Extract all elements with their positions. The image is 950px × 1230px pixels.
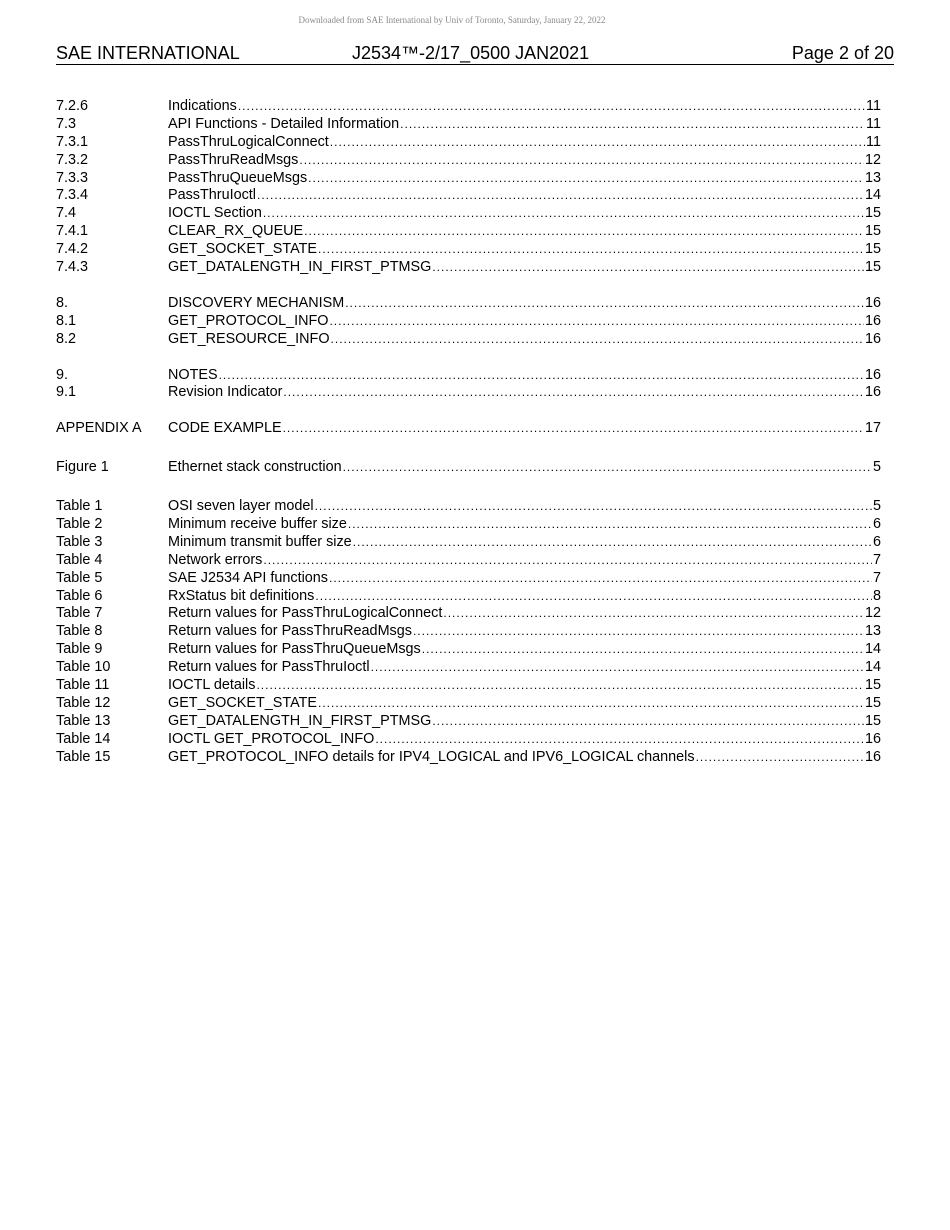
header-org: SAE INTERNATIONAL [56, 43, 240, 63]
toc-entry-title: Return values for PassThruQueueMsgs [168, 641, 421, 658]
toc-dot-leader [315, 588, 872, 606]
toc-entry-title: Indications [168, 98, 237, 114]
toc-group-appendix [56, 420, 881, 438]
toc-entry-number: Table 5 [56, 569, 103, 586]
toc-entry-number: 7.3 [56, 115, 77, 132]
download-watermark: Downloaded from SAE International by Univ of Toronto, Saturday, January 22, 2022 [298, 15, 606, 25]
toc-entry[interactable] [56, 295, 881, 313]
toc-entry-number: 7.4 [56, 205, 77, 222]
toc-entry-page: 6 [872, 516, 881, 533]
toc-entry-title: NOTES [168, 366, 218, 383]
toc-dot-leader [422, 641, 864, 659]
toc-entry-number: 7.4.3 [56, 259, 89, 276]
toc-entry-page: 15 [864, 205, 881, 222]
toc-entry-title: GET_DATALENGTH_IN_FIRST_PTMSG [168, 712, 432, 729]
toc-entry-title: Return values for PassThruReadMsgs [168, 623, 412, 640]
toc-dot-leader [330, 134, 865, 152]
toc-entry-number: Table 6 [56, 587, 103, 604]
toc-entry-number: Table 8 [56, 623, 103, 640]
toc-dot-leader [256, 677, 864, 695]
toc-entry-number: 7.4.2 [56, 241, 89, 258]
toc-entry-title: IOCTL details [168, 677, 256, 694]
toc-entry[interactable] [56, 605, 881, 623]
toc-entry-page: 15 [864, 223, 881, 240]
toc-entry-page: 16 [864, 366, 881, 383]
toc-entry-number: Table 9 [56, 641, 103, 658]
toc-entry-page: 16 [864, 312, 881, 329]
toc-entry[interactable] [56, 570, 881, 588]
toc-dot-leader [299, 152, 864, 170]
toc-entry[interactable] [56, 659, 881, 677]
toc-entry[interactable] [56, 641, 881, 659]
toc-entry-title: DISCOVERY MECHANISM [168, 294, 345, 311]
toc-entry-page: 11 [866, 133, 881, 150]
toc-entry-title: CLEAR_RX_QUEUE [168, 223, 304, 240]
toc-entry[interactable] [56, 677, 881, 695]
toc-entry-title: Return values for PassThruLogicalConnect [168, 605, 443, 622]
toc-entry-title: Ethernet stack construction [168, 459, 342, 476]
toc-entry-number: Table 7 [56, 605, 103, 622]
toc-entry-number: 9. [56, 366, 69, 383]
toc-entry[interactable] [56, 695, 881, 713]
toc-entry-page: 14 [864, 659, 881, 676]
toc-entry[interactable] [56, 498, 881, 516]
toc-entry-number: 7.2.6 [56, 98, 89, 114]
toc-dot-leader [263, 205, 864, 223]
toc-entry-number: Table 12 [56, 694, 111, 711]
toc-dot-leader [348, 516, 872, 534]
toc-entry-number: 7.3.1 [56, 133, 89, 150]
toc-entry-title: GET_PROTOCOL_INFO [168, 312, 329, 329]
toc-entry-title: PassThruIoctl [168, 187, 256, 204]
toc-entry[interactable] [56, 134, 881, 152]
toc-dot-leader [238, 98, 865, 116]
toc-entry[interactable] [56, 552, 881, 570]
toc-entry-number: APPENDIX A [56, 420, 142, 437]
toc-entry-title: Minimum transmit buffer size [168, 533, 352, 550]
toc-entry-title: IOCTL Section [168, 205, 262, 222]
toc-entry-number: Table 1 [56, 498, 103, 515]
toc-entry-page: 15 [864, 677, 881, 694]
toc-entry-page: 8 [872, 587, 881, 604]
toc-entry-page: 7 [872, 569, 881, 586]
toc-entry-page: 7 [872, 551, 881, 568]
toc-dot-leader [353, 534, 872, 552]
toc-entry[interactable] [56, 152, 881, 170]
toc-dot-leader [329, 570, 872, 588]
toc-entry-title: GET_RESOURCE_INFO [168, 330, 330, 347]
toc-entry-page: 16 [864, 730, 881, 747]
toc-dot-leader [343, 459, 872, 477]
toc-entry-title: PassThruLogicalConnect [168, 133, 329, 150]
toc-entry[interactable] [56, 731, 881, 749]
toc-entry-number: 7.3.3 [56, 169, 89, 186]
toc-entry-title: GET_DATALENGTH_IN_FIRST_PTMSG [168, 259, 432, 276]
toc-entry[interactable] [56, 241, 881, 259]
toc-entry-page: 14 [864, 641, 881, 658]
toc-entry-page: 6 [872, 533, 881, 550]
toc-entry-page: 13 [864, 169, 881, 186]
toc-entry-title: IOCTL GET_PROTOCOL_INFO [168, 730, 375, 747]
toc-entry-number: Table 14 [56, 730, 111, 747]
toc-entry[interactable] [56, 623, 881, 641]
toc-entry-title: RxStatus bit definitions [168, 587, 315, 604]
toc-dot-leader [375, 731, 864, 749]
toc-entry[interactable] [56, 516, 881, 534]
toc-entry[interactable] [56, 98, 881, 116]
toc-entry-title: CODE EXAMPLE [168, 420, 282, 437]
toc-entry-title: GET_SOCKET_STATE [168, 694, 317, 711]
toc-entry-page: 15 [864, 694, 881, 711]
toc-entry[interactable] [56, 749, 881, 767]
toc-entry-number: 7.4.1 [56, 223, 89, 240]
toc-dot-leader [308, 170, 864, 188]
toc-entry-title: PassThruQueueMsgs [168, 169, 308, 186]
toc-dot-leader [696, 749, 864, 767]
toc-dot-leader [318, 241, 864, 259]
toc-entry-page: 5 [872, 459, 881, 476]
toc-dot-leader [443, 605, 864, 623]
toc-entry-title: Return values for PassThruIoctl [168, 659, 370, 676]
toc-dot-leader [331, 331, 864, 349]
table-of-contents [56, 98, 881, 785]
toc-entry-number: Table 15 [56, 748, 111, 765]
toc-entry[interactable] [56, 259, 881, 277]
toc-group-figures [56, 459, 881, 477]
toc-entry-number: Figure 1 [56, 459, 109, 476]
toc-entry-number: 8.2 [56, 330, 77, 347]
toc-entry[interactable] [56, 420, 881, 438]
toc-entry[interactable] [56, 187, 881, 205]
toc-dot-leader [345, 295, 864, 313]
toc-entry-number: Table 13 [56, 712, 111, 729]
toc-entry-number: Table 4 [56, 551, 103, 568]
toc-entry-number: Table 11 [56, 677, 110, 694]
toc-dot-leader [318, 695, 864, 713]
toc-entry[interactable] [56, 534, 881, 552]
toc-entry-page: 12 [864, 151, 881, 168]
toc-entry-page: 16 [864, 330, 881, 347]
toc-entry[interactable] [56, 367, 881, 385]
toc-entry-title: Revision Indicator [168, 384, 283, 401]
toc-entry-title: Network errors [168, 551, 263, 568]
toc-group-section-7 [56, 98, 881, 277]
toc-entry-number: 8. [56, 294, 69, 311]
toc-entry[interactable] [56, 588, 881, 606]
toc-entry-title: API Functions - Detailed Information [168, 115, 400, 132]
toc-entry-number: 7.3.2 [56, 151, 89, 168]
toc-entry-page: 5 [872, 498, 881, 515]
toc-entry-page: 13 [864, 623, 881, 640]
toc-entry[interactable] [56, 223, 881, 241]
toc-entry-page: 17 [864, 420, 881, 437]
toc-entry-page: 11 [866, 115, 881, 132]
toc-entry-title: Minimum receive buffer size [168, 516, 347, 533]
toc-entry-page: 15 [864, 712, 881, 729]
toc-entry[interactable] [56, 313, 881, 331]
toc-entry-number: Table 2 [56, 516, 103, 533]
toc-entry-page: 15 [864, 241, 881, 258]
toc-entry-page: 16 [864, 748, 881, 765]
toc-entry[interactable] [56, 116, 881, 134]
toc-dot-leader [371, 659, 864, 677]
toc-entry-title: OSI seven layer model [168, 498, 314, 515]
toc-dot-leader [432, 713, 864, 731]
toc-dot-leader [432, 259, 864, 277]
toc-entry-title: GET_PROTOCOL_INFO details for IPV4_LOGICAL and IPV6_LOGICAL channels [168, 748, 695, 765]
toc-entry[interactable] [56, 713, 881, 731]
toc-dot-leader [413, 623, 864, 641]
toc-dot-leader [304, 223, 864, 241]
toc-entry[interactable] [56, 170, 881, 188]
toc-dot-leader [400, 116, 865, 134]
toc-entry[interactable] [56, 384, 881, 402]
toc-dot-leader [283, 384, 864, 402]
toc-dot-leader [283, 420, 864, 438]
toc-entry-page: 16 [864, 384, 881, 401]
toc-entry[interactable] [56, 205, 881, 223]
toc-dot-leader [315, 498, 872, 516]
toc-dot-leader [329, 313, 864, 331]
toc-dot-leader [263, 552, 872, 570]
toc-entry-page: 12 [864, 605, 881, 622]
page-header [56, 43, 894, 65]
toc-entry-number: 9.1 [56, 384, 77, 401]
toc-group-tables [56, 498, 881, 766]
toc-entry-number: Table 3 [56, 533, 103, 550]
toc-dot-leader [219, 367, 864, 385]
toc-entry-title: SAE J2534 API functions [168, 569, 328, 586]
header-page-number: Page 2 of 20 [791, 43, 894, 63]
toc-entry[interactable] [56, 459, 881, 477]
toc-entry-page: 14 [864, 187, 881, 204]
header-doc-id: J2534™-2/17_0500 JAN2021 [352, 43, 590, 63]
toc-entry-number: Table 10 [56, 659, 111, 676]
toc-entry-page: 15 [864, 259, 881, 276]
toc-entry-page: 11 [866, 98, 881, 114]
toc-entry[interactable] [56, 331, 881, 349]
toc-entry-page: 16 [864, 294, 881, 311]
toc-group-section-8 [56, 295, 881, 349]
toc-entry-number: 7.3.4 [56, 187, 89, 204]
toc-entry-number: 8.1 [56, 312, 77, 329]
toc-entry-title: PassThruReadMsgs [168, 151, 299, 168]
toc-dot-leader [257, 187, 864, 205]
toc-group-section-9 [56, 367, 881, 403]
toc-entry-title: GET_SOCKET_STATE [168, 241, 317, 258]
